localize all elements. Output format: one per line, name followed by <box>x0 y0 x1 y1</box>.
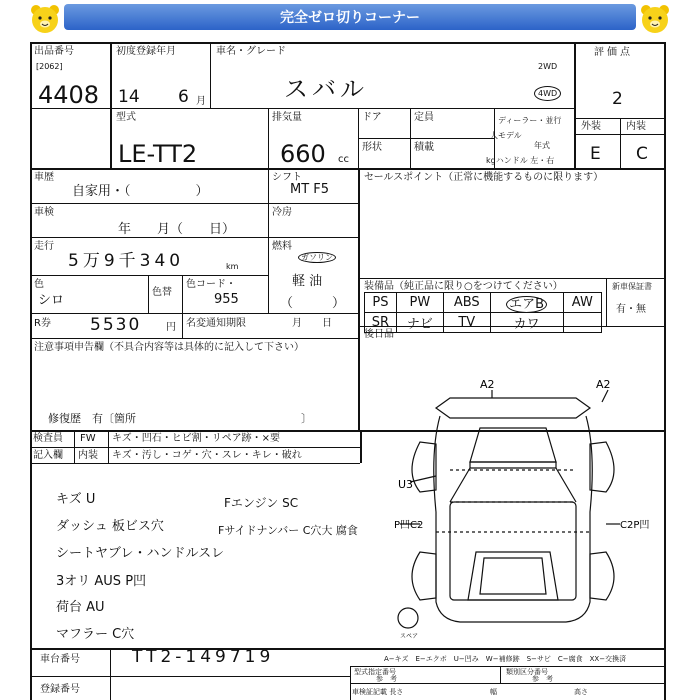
exterior-check-items: キズ・凹石・ヒビ割・リペア跡・×要 <box>112 433 280 444</box>
interior-grade: C <box>636 144 648 164</box>
equipment-navi: ナビ <box>396 313 443 333</box>
color-change-label: 色替 <box>152 287 172 298</box>
selling-points-label: セールスポイント（正常に機能するものに限ります） <box>364 172 604 183</box>
shift-value: MT F5 <box>290 182 330 197</box>
inspection-label: 車検 <box>34 207 54 218</box>
chassis-number: TT2-149719 <box>132 647 275 667</box>
km-unit: km <box>226 262 239 271</box>
damage-mark: P凹C2 <box>394 520 424 531</box>
model-type-label: 型式 <box>116 112 136 123</box>
year-label: 年式 <box>534 141 550 150</box>
color-code-value: 955 <box>214 292 239 307</box>
color-code-label: 色コード・ <box>186 279 236 290</box>
equipment-tv: TV <box>443 313 490 333</box>
name-change-value: 月 日 <box>292 318 332 329</box>
header-title: 完全ゼロ切りコーナー <box>280 10 420 26</box>
registration-number-label: 登録番号 <box>40 684 80 695</box>
displacement-value: 660 <box>280 140 326 168</box>
usage-value: 自家用・（ ） <box>72 184 209 199</box>
shape-label: 形状 <box>362 142 382 153</box>
header-banner <box>64 4 636 30</box>
shift-label: シフト <box>272 172 302 183</box>
fw-label: FW <box>80 433 96 444</box>
lot-number: 4408 <box>38 81 100 109</box>
chassis-number-label: 車台番号 <box>40 654 80 665</box>
first-registration-label: 初度登録年月 <box>116 46 176 57</box>
car-damage-diagram <box>380 372 666 642</box>
equipment-table <box>364 292 602 333</box>
displacement-label: 排気量 <box>272 112 302 123</box>
model-year-label: 人モデル <box>490 131 522 140</box>
rating-label: 評価点 <box>594 47 633 58</box>
drive-4wd-circled: 4WD <box>534 86 561 101</box>
reference-label: 参 考 <box>532 675 553 683</box>
cc-unit: cc <box>338 154 349 165</box>
spare-label: スペア <box>400 633 419 640</box>
equipment-sr: SR <box>365 313 397 333</box>
damage-mark: U3 <box>398 478 414 491</box>
name-change-label: 名変通知期限 <box>186 318 246 329</box>
load-label: 積載 <box>414 142 434 153</box>
interior-check-items: キズ・汚し・コゲ・穴・スレ・キレ・破れ <box>112 450 302 461</box>
note-line-right: Fサイドナンバー C穴大 腐食 <box>218 524 358 537</box>
doors-label: ドア <box>362 112 382 123</box>
interior-check-label: 内装 <box>78 450 98 461</box>
car-name-label: 車名・グレード <box>216 46 286 57</box>
note-line: シートヤブレ・ハンドルスレ <box>56 546 225 561</box>
yen-unit: 円 <box>166 322 176 333</box>
reference-label: 参 考 <box>376 675 397 683</box>
notes-label: 注意事項申告欄（不具合内容等は具体的に記入して下さい） <box>34 342 304 353</box>
exterior-grade: E <box>590 144 601 164</box>
car-name: スバル <box>284 75 368 103</box>
note-line-right: Fエンジン SC <box>224 496 299 510</box>
mileage-label: 走行 <box>34 241 54 252</box>
lot-number-label: 出品番号 <box>34 46 74 57</box>
category-number-label: 類別区分番号 <box>506 668 548 676</box>
equipment-leather: カワ <box>490 313 563 333</box>
equipment-empty <box>563 313 601 333</box>
model-designation-label: 型式指定番号 <box>354 668 396 676</box>
aircon-label: 冷房 <box>272 207 292 218</box>
note-line: 3オリ AUS P凹 <box>56 574 147 589</box>
rating-value: 2 <box>612 89 623 109</box>
damage-mark: A2 <box>596 378 611 391</box>
dimensions-label: 車検証記載 長さ <box>352 688 404 696</box>
bear-mascot-icon <box>638 2 672 36</box>
fuel-other: （ ） <box>280 296 346 311</box>
capacity-label: 定員 <box>414 112 434 123</box>
equipment-abs: ABS <box>443 293 490 313</box>
recycle-fee: 5530 <box>90 315 142 335</box>
equipment-row <box>365 293 602 313</box>
exterior-label: 外装 <box>581 121 601 132</box>
damage-legend: A−キズ E−エクボ U−凹み W−補修跡 S−サビ C−腐食 XX−交換済 <box>384 655 627 663</box>
registration-month: 6 <box>178 87 189 107</box>
dealer-label: ディーラー・並行 <box>498 116 562 125</box>
color-value: シロ <box>38 293 65 308</box>
fuel-label: 燃料 <box>272 241 292 252</box>
model-type: LE-TT2 <box>118 140 198 168</box>
airbag-text: エアB <box>506 296 547 313</box>
usage-label: 車歴 <box>34 172 54 183</box>
month-unit: 月 <box>196 96 206 107</box>
note-line: キズ U <box>56 492 96 507</box>
note-line: 荷台 AU <box>56 600 105 615</box>
fuel-diesel: 軽 油 <box>292 274 323 289</box>
color-label: 色 <box>34 279 44 290</box>
height-label: 高さ <box>574 688 588 696</box>
recycle-label: R券 <box>34 318 51 329</box>
entry-label: 記入欄 <box>33 450 63 461</box>
repair-history: 修復歴 有〔箇所 〕 <box>48 412 312 425</box>
width-label: 幅 <box>490 688 497 696</box>
bear-mascot-icon <box>28 2 62 36</box>
note-line: ダッシュ 板ビス穴 <box>56 519 164 534</box>
warranty-label: 新車保証書 <box>612 282 652 291</box>
equipment-ps: PS <box>365 293 397 313</box>
inspection-value: 年 月（ 日） <box>118 222 236 237</box>
registration-year: 14 <box>118 87 140 107</box>
drive-2wd: 2WD <box>538 62 558 71</box>
warranty-value: 有・無 <box>616 304 646 315</box>
equipment-label: 装備品（純正品に限り○をつけてください） <box>364 281 563 292</box>
damage-mark: A2 <box>480 378 495 391</box>
note-line: マフラー C穴 <box>56 627 135 642</box>
equipment-airbag-circled <box>490 293 563 313</box>
damage-mark: C2P凹 <box>620 520 650 531</box>
equipment-row <box>365 313 602 333</box>
inspector-label: 検査員 <box>33 433 63 444</box>
equipment-pw: PW <box>396 293 443 313</box>
handle-label: kgハンドル 左・右 <box>486 156 555 165</box>
fuel-gasoline-circled: ガソリン <box>298 252 336 263</box>
interior-label: 内装 <box>626 121 646 132</box>
equipment-aw: AW <box>563 293 601 313</box>
lot-code: [2062] <box>36 62 63 71</box>
mileage-value: 5万9千340 <box>68 251 185 271</box>
after-date-label: 後日品 <box>364 329 394 340</box>
